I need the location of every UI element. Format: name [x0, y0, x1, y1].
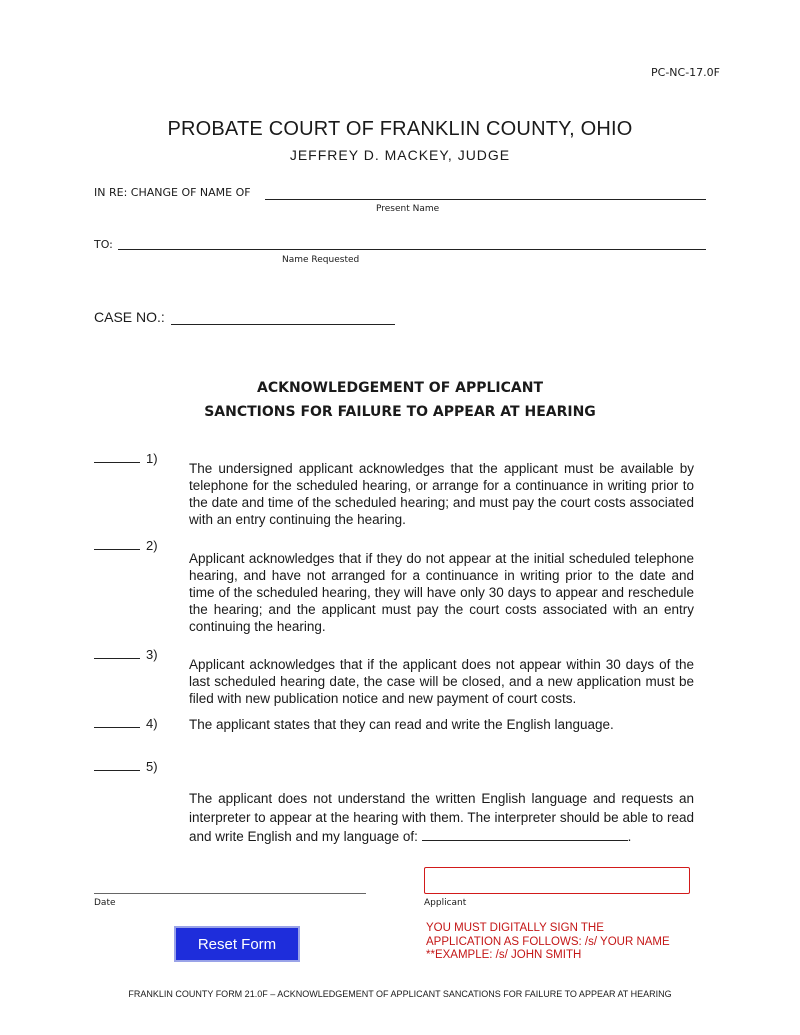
sign-instructions-line-2: APPLICATION AS FOLLOWS: /s/ YOUR NAME — [426, 935, 670, 948]
item-3-initial-field[interactable] — [94, 658, 140, 659]
judge-name: JEFFREY D. MACKEY, JUDGE — [289, 147, 511, 163]
to-label: TO: — [94, 238, 113, 251]
name-requested-caption: Name Requested — [282, 255, 360, 265]
item-1-text: The undersigned applicant acknowledges that the applicant must be available by telephone for the scheduled hearing, or arrange for a continuance in writing prior to the date and time of the scheduled hearing; and must pay the court costs associated with an entry continuing the hearing. — [189, 461, 694, 527]
heading-sanctions: SANCTIONS FOR FAILURE TO APPEAR AT HEARING — [204, 404, 596, 420]
form-code: PC-NC-17.0F — [651, 66, 720, 79]
date-label: Date — [94, 898, 116, 908]
court-title: PROBATE COURT OF FRANKLIN COUNTY, OHIO — [167, 118, 633, 140]
form-footer: FRANKLIN COUNTY FORM 21.0F – ACKNOWLEDGEMENT OF APPLICANT SANCATIONS FOR FAILURE TO APPEAR AT HEARING — [128, 989, 672, 999]
item-2-initial-field[interactable] — [94, 549, 140, 550]
present-name-field[interactable] — [265, 199, 706, 200]
item-3-number: 3) — [94, 647, 158, 662]
item-4-number: 4) — [94, 716, 158, 731]
case-no-label: CASE NO.: — [94, 309, 165, 325]
item-5-initial-field[interactable] — [94, 770, 140, 771]
sign-instructions — [426, 922, 670, 963]
reset-form-button[interactable]: Reset Form — [174, 926, 300, 962]
item-3-text: Applicant acknowledges that if the applicant does not appear within 30 days of the last scheduled hearing date, the case will be closed, and a new application must be filed with new publication notice and new payment of court costs. — [189, 657, 694, 706]
date-field[interactable] — [94, 893, 366, 894]
item-5-text: The applicant does not understand the written English language and requests an interpreter to appear at the hearing with them. The interpreter should be able to read and write English and my language of: . — [189, 791, 694, 844]
in-re-label: IN RE: CHANGE OF NAME OF — [94, 186, 251, 199]
language-field[interactable] — [422, 840, 628, 841]
item-2-text: Applicant acknowledges that if they do not appear at the initial scheduled telephone hearing, and have not arranged for a continuance in writing prior to the date and time of the scheduled hearing, they will have only 30 days to appear and reschedule the hearing; and the applicant must pay the court costs associated with an entry continuing the hearing. — [189, 551, 694, 634]
item-2-number: 2) — [94, 538, 158, 553]
item-1-number: 1) — [94, 451, 158, 466]
item-4-text: The applicant states that they can read and write the English language. — [189, 717, 614, 732]
sign-instructions-line-3: **EXAMPLE: /s/ JOHN SMITH — [426, 949, 582, 961]
sign-instructions-line-1: YOU MUST DIGITALLY SIGN THE — [426, 922, 604, 934]
heading-acknowledgement: ACKNOWLEDGEMENT OF APPLICANT — [256, 380, 543, 396]
item-1-initial-field[interactable] — [94, 462, 140, 463]
case-no-field[interactable] — [171, 324, 395, 325]
applicant-label: Applicant — [424, 898, 467, 908]
name-requested-field[interactable] — [118, 249, 706, 250]
applicant-signature-field[interactable] — [424, 867, 690, 894]
present-name-caption: Present Name — [376, 204, 440, 214]
item-4-initial-field[interactable] — [94, 727, 140, 728]
item-5-number: 5) — [94, 759, 158, 774]
